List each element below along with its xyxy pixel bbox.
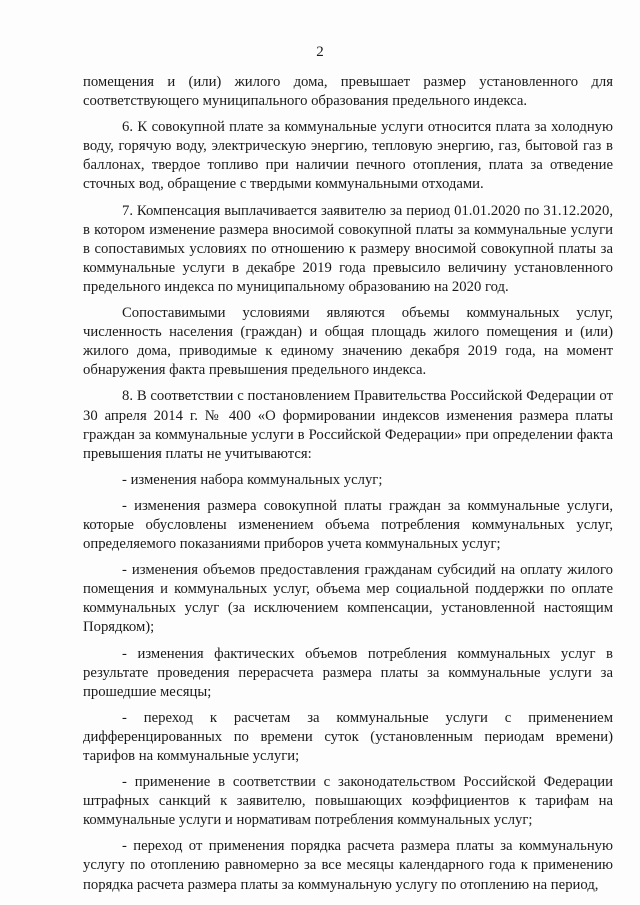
list-item-differentiated-tariffs: - переход к расчетам за коммунальные услуги с применением дифференцированных по времени суток (установленным периодам времени) тарифов на коммунальные услуги; (83, 709, 613, 764)
list-item-recalculation: - изменения фактических объемов потребления коммунальных услуг в результате проведения перерасчета размера платы за коммунальные услуги за прошедшие месяцы; (83, 645, 613, 700)
list-item-penalties: - применение в соответствии с законодательством Российской Федерации штрафных санкций к заявителю, повышающих коэффициентов к тарифам на коммунальные услуги и нормативам потребления коммунальных услуг; (83, 774, 613, 829)
paragraph-continuation: помещения и (или) жилого дома, превышает размер установленного для соответствующего муниципального образования предельного индекса. (83, 74, 613, 110)
document-body (83, 73, 613, 902)
paragraph-item-7: 7. Компенсация выплачивается заявителю за период 01.01.2020 по 31.12.2020, в котором изменение размера вносимой совокупной платы за коммунальные услуги в сопоставимых условиях по отношению к размеру вносимой совокупной платы за коммунальные услуги в декабре 2019 года превысило величину установленного предельного индекса по муниципальному образованию на 2020 год. (83, 202, 613, 295)
paragraph-item-8: 8. В соответствии с постановлением Правительства Российской Федерации от 30 апреля 2014 г. № 400 «О формировании индексов изменения размера платы граждан за коммунальные услуги в Российской Федерации» при определении факта превышения платы не учитываются: (83, 388, 613, 462)
paragraph-item-6: 6. К совокупной плате за коммунальные услуги относится плата за холодную воду, горячую воду, электрическую энергию, тепловую энергию, газ, бытовой газ в баллонах, твердое топливо при наличии печного отопления, плата за отведение сточных вод, обращение с твердыми коммунальными отходами. (83, 119, 613, 193)
paragraph-comparable-conditions: Сопоставимыми условиями являются объемы коммунальных услуг, численность населения (граждан) и общая площадь жилого помещения и (или) жилого дома, приводимые к единому значению декабря 2019 года, на момент обнаружения факта превышения предельного индекса. (83, 305, 613, 379)
list-item-heating-calculation: - переход от применения порядка расчета размера платы за коммунальную услугу по отоплению равномерно за все месяцы календарного года к применению порядка расчета размера платы за коммунальную услугу по отоплению на период, (83, 838, 613, 893)
list-item-subsidies: - изменения объемов предоставления гражданам субсидий на оплату жилого помещения и коммунальных услуг, объема мер социальной поддержки по оплате коммунальных услуг (за исключением компенсации, установленной настоящим Порядком); (83, 562, 613, 636)
list-item-consumption-volume: - изменения размера совокупной платы граждан за коммунальные услуги, которые обусловлены изменением объема потребления коммунальных услуг, определяемого показаниями приборов учета коммунальных услуг; (83, 497, 613, 553)
list-item-services-set: - изменения набора коммунальных услуг; (122, 471, 383, 488)
page-number: 2 (316, 44, 324, 60)
